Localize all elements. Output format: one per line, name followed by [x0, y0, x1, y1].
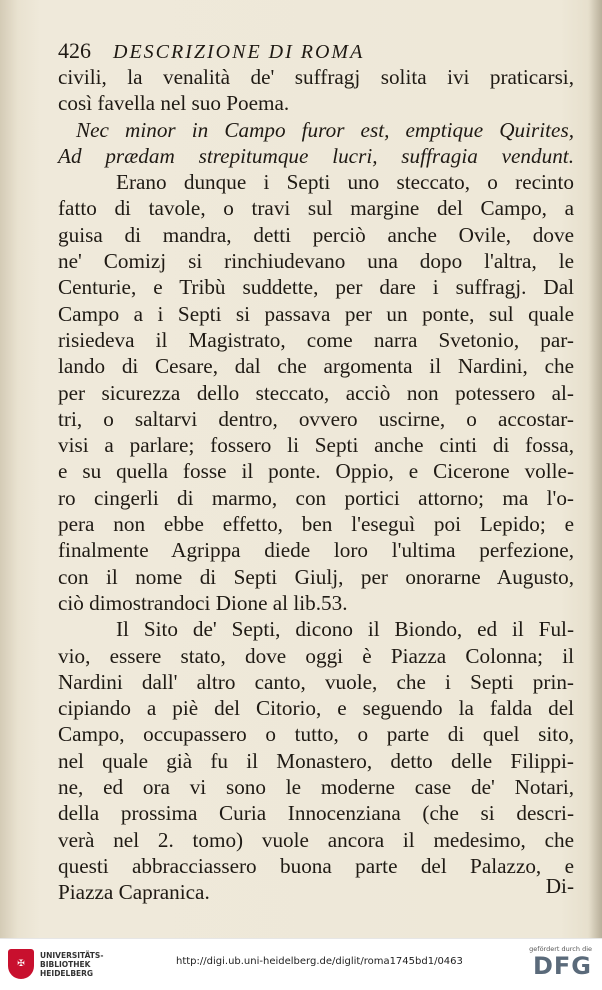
university-seal-icon: ✠ — [8, 949, 34, 979]
text-line: Piazza Capranica. — [58, 880, 210, 905]
text-line: con il nome di Septi Giulj, per onorarne Augusto, — [58, 564, 574, 589]
text-line: Campo a i Septi si passava per un ponte, sul quale — [58, 301, 574, 326]
text-line: cipiando a piè del Citorio, e seguendo la falda del — [58, 696, 574, 721]
text-line: Campo, occupassero o tutto, o parte di quel sito, — [58, 722, 574, 747]
text-line: ciò dimostrandoci Dione al lib.53. — [58, 590, 348, 615]
funder-note: gefördert durch die — [529, 945, 592, 953]
page-edge-shadow — [588, 0, 602, 938]
permalink-url[interactable]: http://digi.ub.uni-heidelberg.de/diglit/roma1745bd1/0463 — [176, 956, 463, 967]
text-line: guisa di mandra, detti perciò anche Ovile, dove — [58, 222, 574, 247]
text-line: vio, essere stato, dove oggi è Piazza Colonna; il — [58, 643, 574, 668]
text-line: civili, la venalità de' suffragj solita ivi praticarsi, — [58, 65, 574, 89]
text-line: ne' Comizj si rinchiudevano una dopo l'altra, le — [58, 249, 574, 274]
text-line: lando di Cesare, dal che argomenta il Nardini, che — [58, 354, 574, 379]
viewer-footer — [0, 938, 602, 990]
text-line: Il Sito de' Septi, dicono il Biondo, ed il Ful- — [116, 617, 574, 642]
page-text — [58, 38, 574, 906]
page-header — [58, 38, 574, 64]
text-line: finalmente Agrippa diede loro l'ultima perfezione, — [58, 538, 574, 563]
text-line: risiedeva il Magistrato, come narra Svetonio, par- — [58, 327, 574, 352]
library-logo[interactable] — [8, 949, 103, 979]
text-line: Erano dunque i Septi uno steccato, o recinto — [116, 170, 574, 195]
catchword: Di- — [545, 874, 574, 898]
text-line: per sicurezza dello steccato, acciò non potessero al- — [58, 380, 574, 405]
text-line: e su quella fosse il ponte. Oppio, e Cicerone volle- — [58, 459, 574, 484]
dfg-mark: DFG — [532, 952, 592, 980]
text-line: fatto di tavole, o travi sul margine del Campo, a — [58, 196, 574, 221]
verse-line: Nec minor in Campo furor est, emptique Quirites, — [76, 117, 574, 142]
text-line: tri, o saltarvi dentro, ovvero uscirne, o accostar- — [58, 406, 574, 431]
verse-line: Ad prædam strepitumque lucri, suffragia vendunt. — [58, 143, 574, 168]
text-line: così favella nel suo Poema. — [58, 91, 290, 116]
text-line: ne, ed ora vi sono le moderne case de' Notari, — [58, 775, 574, 800]
text-line: ro cingerli di marmo, con portici attorno; ma l'o- — [58, 485, 574, 510]
text-line: questi abbracciassero buona parte del Palazzo, e — [58, 853, 574, 878]
text-line: Centurie, e Tribù suddette, per dare i suffragj. Dal — [58, 275, 574, 300]
text-line: visi a parlare; fossero li Septi anche cinti di fossa, — [58, 433, 574, 458]
page-number: 426 — [58, 38, 91, 63]
text-line: pera non ebbe effetto, ben l'eseguì poi Lepido; e — [58, 512, 574, 537]
text-line: della prossima Curia Innocenziana (che si descri- — [58, 801, 574, 826]
dfg-logo — [529, 945, 592, 979]
library-name: UNIVERSITÄTS- BIBLIOTHEK HEIDELBERG — [40, 950, 104, 978]
text-line: Nardini dall' altro canto, vuole, che i Septi prin- — [58, 669, 574, 694]
running-title: DESCRIZIONE DI ROMA — [113, 41, 365, 63]
text-line: verà nel 2. tomo) vuole ancora il medesimo, che — [58, 827, 574, 852]
text-line: nel quale già fu il Monastero, detto delle Filippi- — [58, 748, 574, 773]
